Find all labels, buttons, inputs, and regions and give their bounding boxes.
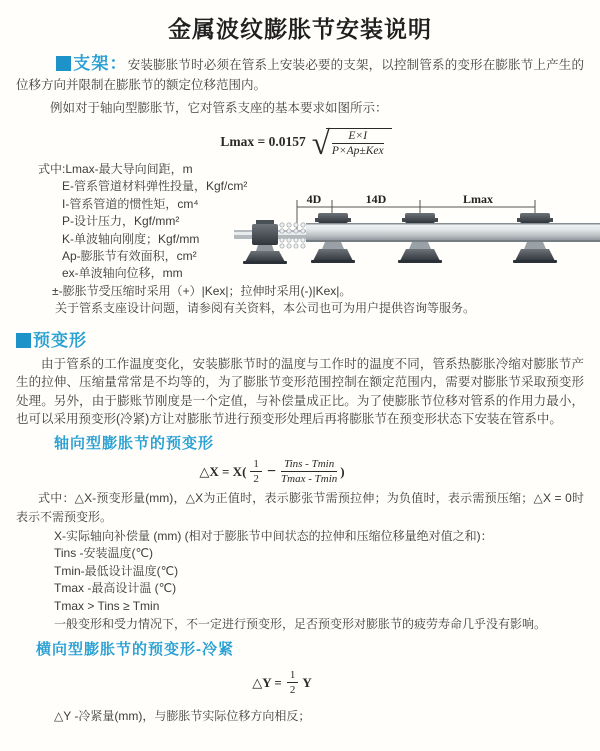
- half-numerator: 1: [250, 458, 262, 472]
- definition-item: 式中:Lmax-最大导向间距，m: [38, 162, 193, 176]
- definition-item: ex-单波轴向位移，mm: [62, 266, 183, 281]
- definition-item: I-管系管道的惯性矩，cm⁴: [62, 196, 199, 211]
- support-example-paragraph: 例如对于轴向型膨胀节，它对管系支座的基本要求如图所示：: [50, 101, 388, 115]
- sqrt-sign: √: [311, 126, 330, 162]
- lateral-formula: [0, 669, 566, 696]
- axial-definition-item: Tins -安装温度(℃): [54, 546, 154, 561]
- axial-half-fraction: [250, 458, 262, 485]
- lateral-half-numerator: 1: [287, 669, 299, 683]
- lmax-formula-lhs: Lmax = 0.0157: [220, 134, 306, 149]
- lateral-note: △Y -冷紧量(mm)，与膨胀节实际位移方向相反；: [54, 709, 311, 724]
- temperature-denominator: Tmax - Tmin: [281, 473, 338, 486]
- half-denominator: 2: [253, 473, 259, 486]
- axial-definition-list: [16, 528, 584, 615]
- section-bullet-icon: [16, 333, 31, 348]
- main-pipe: [306, 223, 600, 242]
- axial-definition-item: Tmax -最高设计温 (℃): [54, 581, 177, 596]
- axial-subheading: 轴向型膨胀节的预变形: [54, 435, 215, 453]
- axial-explain-paragraph: 式中：△X-预变形量(mm)，△X为正值时，表示膨张节需预拉伸；为负值时，表示需预压缩；△X = 0时表示不需预变形。: [16, 491, 584, 525]
- axial-general-note: 一般变形和受力情况下，不一定进行预变形，足否预变形对膨胀节的疲劳寿命几乎没有影响。: [54, 617, 547, 632]
- predeform-heading-label: 预变形: [33, 330, 87, 350]
- axial-formula: [0, 458, 556, 485]
- definition-item: K-单波轴向刚度；Kgf/mm: [62, 231, 200, 246]
- definition-item: P-设计压力，Kgf/mm²: [62, 214, 180, 229]
- document-page: [0, 14, 600, 751]
- lateral-formula-rhs: Y: [302, 674, 312, 690]
- definition-item: 关于管系支座设计问题，请参阅有关资料，本公司也可为用户提供咨询等服务。: [55, 301, 476, 316]
- predeform-paragraph: 由于管系的工作温度变化，安装膨胀节时的温度与工作时的温度不同，管系热膨胀冷缩对膨胀节产生的拉伸、压缩量常常是不均等的，为了膨胀节变形范围控制在额定范围内，需要对膨胀节采取预变形处理。另外，由于膨账节刚度是一个定值，与补偿量成正比。为了使膨胀节位移对管系的作用力最小，也可以采用预变形(冷紧)方让对膨胀节进行预变形处理后再将膨胀节在预变形状态下安装在管系中。: [16, 356, 584, 427]
- support-intro-paragraph: [16, 54, 584, 95]
- lmax-radicand: [326, 128, 392, 157]
- support-heading-label: 支架：: [73, 54, 128, 73]
- lmax-formula: [22, 126, 590, 162]
- lmax-fraction-numerator: E×I: [332, 130, 384, 144]
- lmax-fraction-denominator: P×Ap±Kex: [331, 144, 384, 157]
- section-bullet-icon: [56, 56, 71, 71]
- axial-definition-item: Tmax > Tins ≥ Tmin: [54, 598, 160, 613]
- axial-definition-item: Tmin-最低设计温度(℃): [54, 563, 179, 578]
- axial-formula-lhs: △X = X(: [199, 463, 247, 479]
- temperature-numerator: Tins - Tmin: [281, 458, 337, 472]
- support-intro-text: 安装膨胀节时必须在管系上安装必要的支架，以控制管系的变形在膨胀节上产生的位移方向并限制在膨胀节的额定位移范围内。: [16, 58, 584, 92]
- dimension-label-4d: 4D: [306, 192, 322, 206]
- lmax-fraction: [332, 130, 384, 157]
- definition-item: ±-膨胀节受压缩时采用（+）|Kex|；拉伸时采用(-)|Kex|。: [52, 283, 352, 298]
- page-title: 金属波纹膨胀节安装说明: [168, 16, 432, 42]
- minus-sign: −: [266, 462, 277, 480]
- axial-formula-close-paren: ): [340, 463, 345, 479]
- definition-item: Ap-膨胀节有效面积，cm²: [62, 249, 197, 264]
- temperature-fraction: [281, 458, 337, 485]
- lateral-formula-lhs: △Y =: [252, 674, 282, 690]
- support-section-heading: [56, 54, 128, 73]
- dimension-label-lmax: Lmax: [463, 192, 493, 206]
- axial-definition-item: X-实际轴向补偿量 (mm) (相对于膨胀节中间状态的拉伸和压缩位移量绝对值之和)：: [54, 529, 493, 544]
- predeform-section-heading: [16, 330, 584, 352]
- dimension-label-14d: 14D: [365, 192, 387, 206]
- lateral-half-denominator: 2: [289, 684, 296, 697]
- lateral-half-fraction: [287, 669, 299, 696]
- pipe-support-diagram: [230, 187, 600, 283]
- definition-item: E-管系管道材料弹性投量，Kgf/cm²: [62, 179, 248, 194]
- lateral-subheading: 横向型膨胀节的预变形-冷紧: [36, 641, 234, 659]
- definitions-and-diagram: [16, 161, 584, 318]
